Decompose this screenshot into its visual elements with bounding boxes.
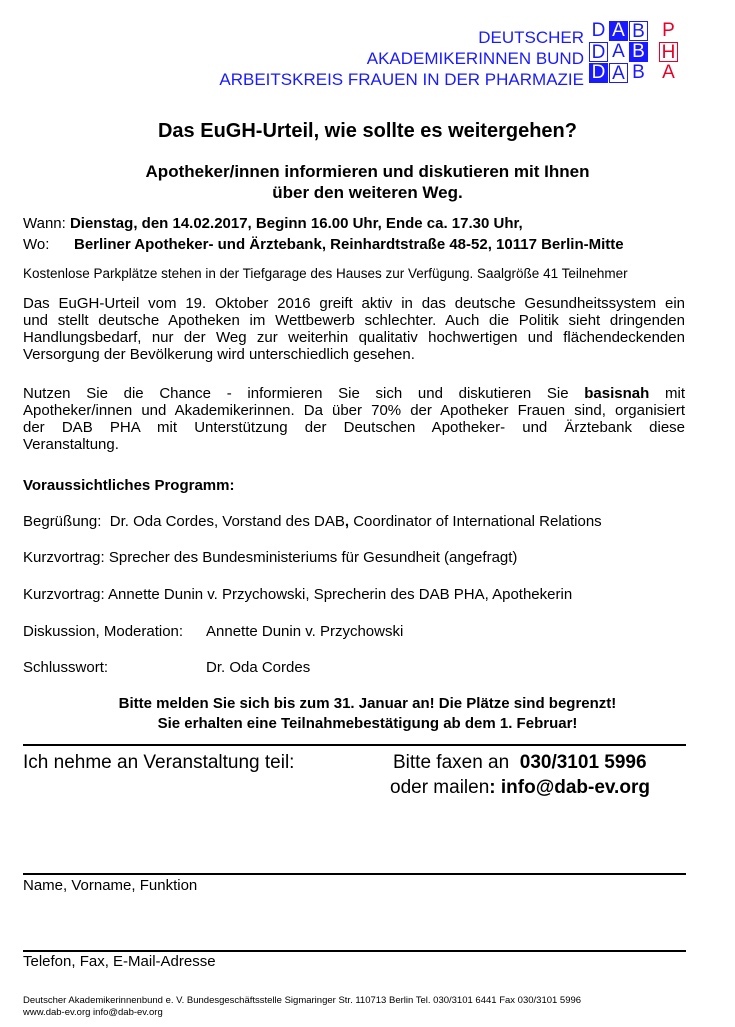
- logo-letter: D: [589, 42, 608, 62]
- fax-label: Bitte faxen an: [393, 752, 510, 773]
- program-label: Begrüßung:: [23, 513, 102, 530]
- when-row: [23, 215, 523, 232]
- where-value: Berliner Apotheker- und Ärztebank, Reinhardtstraße 48-52, 10117 Berlin-Mitte: [74, 236, 624, 253]
- program-item-discussion: [23, 623, 403, 640]
- program-text: Coordinator of International Relations: [353, 513, 602, 530]
- mail-address[interactable]: : info@dab-ev.org: [489, 777, 650, 798]
- footer-web: www.dab-ev.org info@dab-ev.org: [23, 1007, 163, 1018]
- program-label: Kurzvortrag:: [23, 586, 105, 603]
- header-line-3: ARBEITSKREIS FRAUEN IN DER PHARMAZIE: [219, 70, 584, 89]
- logo-letter: P: [662, 20, 675, 41]
- subtitle-line-1: Apotheker/innen informieren und diskutieren mit Ihnen: [145, 162, 590, 181]
- paragraph-line: Veranstaltung.: [23, 436, 119, 453]
- program-text: Dr. Oda Cordes: [206, 659, 311, 676]
- page-subtitle: [0, 161, 735, 203]
- logo-letter: H: [659, 42, 678, 62]
- notice-line-1: Bitte melden Sie sich bis zum 31. Januar an! Die Plätze sind begrenzt!: [118, 695, 617, 712]
- logo-letter: A: [609, 21, 628, 41]
- program-label: Diskussion, Moderation:: [23, 623, 184, 640]
- paragraph-line: Das EuGH-Urteil vom 19. Oktober 2016 greift aktiv in das deutsche Gesundheitssystem ein: [23, 295, 685, 312]
- paragraph-line: Versorgung der Bevölkerung wird unterschiedlich gesehen.: [23, 346, 415, 363]
- program-label: Kurzvortrag:: [23, 549, 105, 566]
- name-field-line[interactable]: [23, 873, 686, 875]
- program-item-talk-2: [23, 586, 572, 603]
- divider-line: [23, 744, 686, 746]
- page-title: Das EuGH-Urteil, wie sollte es weitergehen?: [157, 120, 577, 142]
- program-item-greeting: [23, 513, 602, 530]
- program-item-closing: [23, 659, 310, 676]
- program-label: Schlusswort:: [23, 659, 109, 676]
- paragraph-line: [23, 385, 685, 402]
- notice-line-2: Sie erhalten eine Teilnahmebestätigung ab dem 1. Februar!: [157, 715, 578, 732]
- program-separator: ,: [344, 513, 350, 530]
- program-item-talk-1: [23, 549, 517, 566]
- where-row: [23, 236, 624, 253]
- program-text: Sprecher des Bundesministeriums für Gesundheit (angefragt): [108, 549, 518, 566]
- contact-field-line[interactable]: [23, 950, 686, 952]
- paragraph-text: mit: [665, 385, 685, 402]
- paragraph-text: Nutzen Sie die Chance - informieren Sie sich und diskutieren Sie: [23, 385, 569, 402]
- program-heading: Voraussichtliches Programm:: [23, 477, 235, 494]
- logo-letter: D: [591, 20, 606, 41]
- participation-label: Ich nehme an Veranstaltung teil:: [23, 752, 295, 773]
- name-field-label: Name, Vorname, Funktion: [23, 877, 198, 894]
- mail-label: oder mailen: [390, 777, 490, 798]
- logo-letter: A: [662, 62, 675, 83]
- subtitle-line-2: über den weiteren Weg.: [272, 183, 463, 202]
- fax-instruction: [393, 752, 647, 774]
- program-text: Annette Dunin v. Przychowski: [206, 623, 404, 640]
- paragraph-line: und stellt deutsche Apotheken im Wettbewerb schlechter. Auch die Politik sieht dringenden: [23, 312, 685, 329]
- logo-letter: B: [629, 42, 648, 62]
- footer-address: Deutscher Akademikerinnenbund e. V. Bundesgeschäftsstelle Sigmaringer Str. 110713 Berlin Tel. 030/3101 6441 Fax 030/3101 5996: [23, 995, 582, 1006]
- header-line-1: DEUTSCHER: [478, 28, 584, 47]
- when-label: Wann:: [23, 215, 66, 232]
- logo-letter: B: [629, 21, 648, 41]
- paragraph-line: Handlungsbedarf, nur der Weg zur weiterhin qualitativ hochwertigen und flächendeckenden: [23, 329, 685, 346]
- intro-paragraph: [23, 295, 685, 363]
- header-line-2: AKADEMIKERINNEN BUND: [366, 49, 584, 68]
- program-text: Dr. Oda Cordes, Vorstand des DAB: [109, 513, 345, 530]
- logo-letter: D: [589, 63, 608, 83]
- footer: [23, 995, 581, 1019]
- paragraph-line: der DAB PHA mit Unterstützung der Deutschen Apotheker- und Ärztebank diese: [23, 419, 685, 436]
- basisnah-emphasis: basisnah: [584, 385, 650, 402]
- logo-letter: B: [632, 62, 645, 83]
- chance-paragraph: [23, 385, 685, 453]
- logo-letter: A: [609, 63, 628, 83]
- paragraph-line: Apotheker/innen und Akademikerinnen. Da über 70% der Apotheker Frauen sind, organisiert: [23, 402, 685, 419]
- fax-number: 030/3101 5996: [519, 752, 647, 773]
- when-value: Dienstag, den 14.02.2017, Beginn 16.00 Uhr, Ende ca. 17.30 Uhr,: [69, 215, 523, 232]
- parking-info: Kostenlose Parkplätze stehen in der Tiefgarage des Hauses zur Verfügung. Saalgröße 41 Teilnehmer: [23, 266, 628, 281]
- registration-notice: [0, 694, 735, 734]
- program-text: Annette Dunin v. Przychowski, Sprecherin des DAB PHA, Apothekerin: [108, 586, 573, 603]
- where-label: Wo:: [23, 236, 50, 253]
- mail-instruction: [390, 777, 650, 799]
- contact-field-label: Telefon, Fax, E-Mail-Adresse: [23, 953, 216, 970]
- logo-letter: A: [612, 41, 625, 62]
